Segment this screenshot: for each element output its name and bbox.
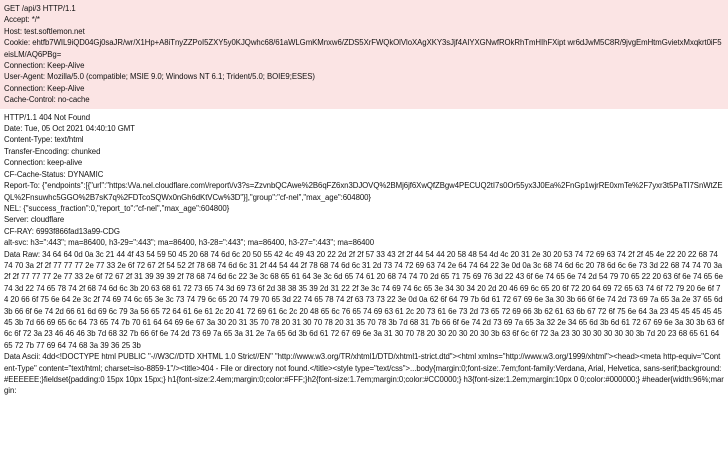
data-raw-label: Data Raw: <box>4 249 43 259</box>
response-header-cf-ray: CF-RAY: 6993f866fad13a99-CDG <box>4 226 120 236</box>
request-header-cache-control: Cache-Control: no-cache <box>4 95 90 105</box>
data-raw-value: 34 64 64 0d 0a 3c 21 44 4f 43 54 59 50 45 20 68 74 6d 6c 20 50 55 42 4c 49 43 20 22 2d 2f 2f 57 33 43 2f 2f 44 54 44 20 58 48 54 4d 4c 20 31 2e 30 20 53 74 72 69 63 74 2f 2f 45 4e 22 20 22 68 74 74 70 3a 2f 2f 77 77 77 2e 77 33 2e 6f 72 67 2f 54 52 2f 78 68 74 6d 6c 31 2f 44 54 44 2f 78 68 74 6d 6c 31 2d 73 74 72 69 63 74 2e 64 74 64 22 3e 0d 0a 3c 68 74 6d 6c 20 78 6d 6c 6e 73 3d 22 68 74 74 70 3a 2f 2f 77 77 77 2e 77 33 2e 6f 72 67 2f 31 39 39 39 2f 78 68 74 6d 6c 22 3e 3c 68 65 61 64 3e 3c 6d 65 74 61 20 68 74 74 70 2d 65 71 75 69 76 3d 22 43 6f 6e 74 65 6e 74 2d 54 79 70 65 22 20 63 6f 6e 74 65 6e 74 3d 22 74 65 78 74 2f 68 74 6d 6c 3b 20 63 68 61 72 73 65 74 3d 69 73 6f 2d 38 38 35 39 2d 31 22 2f 3e 3c 74 69 74 6c 65 3e 34 30 34 20 2d 20 46 69 6c 65 20 6f 72 20 64 69 72 65 63 74 6f 72 79 20 6e 6f 74 20 66 6f 75 6e 64 2e 3c 2f 74 69 74 6c 65 3e 3c 73 74 79 6c 65 20 74 79 70 65 3d 22 74 65 78 74 2f 63 73 73 22 3e 0d 0a 62 6f 64 79 7b 6d 61 72 67 69 6e 3a 30 3b 66 6f 6e 74 2d 73 69 7a 65 3a 2e 37 65 6d 3b 66 6f 6e 74 2d 66 61 6d 69 6c 79 3a 56 65 72 64 61 6e 61 2c 20 41 72 69 61 6c 2c 20 48 65 6c 76 65 74 69 63 61 2c 20 73 61 6e 73 2d 73 65 72 69 66 3b 62 61 63 6b 67 72 6f 75 6e 64 3a 23 45 45 45 45 45 45 3b 7d 66 69 65 6c 64 73 65 74 7b 70 61 64 64 69 6e 67 3a 30 20 31 35 70 78 20 31 30 70 78 20 31 35 70 78 3b 7d 68 31 7b 66 6f 6e 74 2d 73 69 7a 65 3a 32 2e 34 65 6d 3b 6d 61 72 67 69 6e 3a 30 3b 63 6f 6c 6f 72 3a 23 46 46 46 3b 7d 68 32 7b 66 6f 6e 74 2d 73 69 7a 65 3a 31 2e 7a 65 6d 3b 6d 61 72 67 69 6e 3a 31 30 70 78 20 30 20 30 20 30 3b 63 6f 6c 6f 72 3a 23 30 30 30 30 30 30 3b 7d 20 23 68 65 61 64 65 72 7b 77 69 64 74 68 3a 39 36 25 3b <box>4 249 727 350</box>
response-header-date: Date: Tue, 05 Oct 2021 04:40:10 GMT <box>4 124 135 134</box>
request-header-accept: Accept: */* <box>4 15 40 25</box>
response-pane <box>0 109 728 400</box>
data-ascii-value: 4dd<!DOCTYPE html PUBLIC "-//W3C//DTD XHTML 1.0 Strict//EN" "http://www.w3.org/TR/xhtml1/DTD/xhtml1-strict.dtd"><html xmlns="http://www.w3.org/1999/xhtml"><head><meta http-equiv="Content-Type" content="text/html; charset=iso-8859-1"/><title>404 - File or directory not found.</title><style type="text/css">...body{margin:0;font-size:.7em;font-family:Verdana, Arial, Helvetica, sans-serif;background:#EEEEEE;}fieldset{padding:0 15px 10px 15px;} h1{font-size:2.4em;margin:0;color:#FFF;}h2{font-size:1.7em;margin:0;color:#CC0000;} h3{font-size:1.2em;margin:10px 0 0;color:#000000;} #header{width:96%;margin: <box>4 352 724 396</box>
response-header-nel: NEL: {"success_fraction":0,"report_to":"cf-nel","max_age":604800} <box>4 203 230 213</box>
response-header-server: Server: cloudflare <box>4 215 65 225</box>
response-header-connection: Connection: keep-alive <box>4 158 83 168</box>
response-status-line: HTTP/1.1 404 Not Found <box>4 112 91 122</box>
data-raw-block <box>4 249 727 352</box>
response-header-transfer-encoding: Transfer-Encoding: chunked <box>4 146 101 156</box>
request-header-connection: Connection: Keep-Alive <box>4 61 85 71</box>
response-header-report-to: Report-To: {"endpoints":[{"url":"https:\/\/a.nel.cloudflare.com\/report\/v3?s=ZzvnbQCAwe%2B6qFZ6xn3DJOVQ%2BMj6jf6XwQfZBgw4PECUQ2tI7s0Or55yx3J0Ea%2FnGp1wjrRE0xmTe%2F7yxr3t5PaTI7SnWtZEQL%2Fnsuwhc5GGO%2B7sK7q%2FDTcoSQWx0nGh6dKtVCw%3D"}],"group":"cf-nel","max_age":604800} <box>4 181 723 202</box>
request-line: GET /api/3 HTTP/1.1 <box>4 4 76 13</box>
data-ascii-label: Data Ascii: <box>4 352 43 362</box>
data-ascii-block <box>4 351 724 397</box>
request-header-cookie: Cookie: ehtfb7WIL9iQD04Gj0saJR/wr/X1Hp+A8iTnyZZPoI5ZXY5y0KJQwhc68/61aWLGmKMnxw6/ZDS5XrFWQkOlVloXAgXKY3sJjf4AIYXGNwfROkRhTmHIhFXipt wr6dJwM5C8R/9jvgEmHtmGvietxMxqkrt0iF5eisLM/AQ6PBg= <box>4 38 722 59</box>
request-header-host: Host: test.softlemon.net <box>4 26 85 36</box>
request-pane <box>0 0 728 109</box>
request-header-user-agent: User-Agent: Mozilla/5.0 (compatible; MSIE 9.0; Windows NT 6.1; Trident/5.0; BOIE9;ESES) <box>4 72 315 82</box>
request-header-connection-2: Connection: Keep-Alive <box>4 83 85 93</box>
response-header-content-type: Content-Type: text/html <box>4 135 84 145</box>
response-header-cf-cache-status: CF-Cache-Status: DYNAMIC <box>4 169 104 179</box>
response-header-alt-svc: alt-svc: h3=":443"; ma=86400, h3-29=":443"; ma=86400, h3-28=":443"; ma=86400, h3-27=":443"; ma=86400 <box>4 238 375 248</box>
